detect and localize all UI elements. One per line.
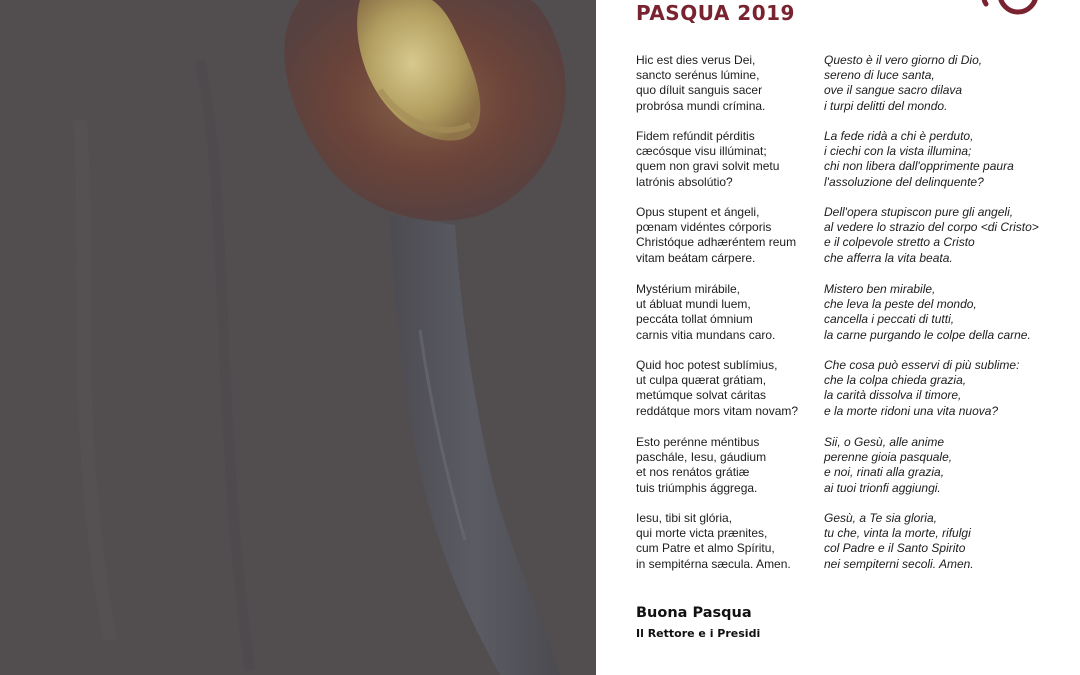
verse-line: paschále, Iesu, gáudium (636, 450, 767, 465)
verse-line: cæcósque visu illúminat; (636, 144, 767, 159)
verse-line: i turpi delitti del mondo. (824, 98, 948, 113)
verse-line: Christóque adhæréntem reum (636, 235, 797, 250)
stanza-1-latin (636, 53, 816, 114)
verse-line: che afferra la vita beata. (824, 250, 953, 265)
stanza-4-latin (636, 282, 816, 343)
verse-line: e la morte ridoni una vita nuova? (824, 403, 999, 418)
verse-line: Questo è il vero giorno di Dio, (824, 53, 983, 67)
verse-line: Sii, o Gesù, alle anime (824, 435, 945, 449)
verse-line: latrónis absolútio? (636, 174, 733, 189)
verse-line: probrósa mundi crímina. (636, 98, 766, 113)
brand-logo-icon (970, 0, 1050, 32)
verse-line: cum Patre et almo Spíritu, (636, 541, 775, 556)
stanza-6-italian (824, 435, 1074, 496)
verse-line: La fede ridà a chi è perduto, (824, 129, 974, 143)
verse-line: ut culpa quærat grátiam, (636, 373, 767, 388)
verse-line: carnis vitia mundans caro. (636, 327, 776, 342)
verse-line: vitam beátam cárpere. (636, 250, 756, 265)
verse-line: tu che, vinta la morte, rifulgi (824, 526, 971, 541)
verse-line: ai tuoi trionfi aggiungi. (824, 480, 941, 495)
stanza-4-italian (824, 282, 1074, 343)
verse-line: Gesù, a Te sia gloria, (824, 511, 937, 525)
verse-line: Iesu, tibi sit glória, (636, 511, 733, 525)
verse-line: qui morte victa prænites, (636, 526, 768, 541)
stanza-5-italian (824, 358, 1074, 419)
page-title: PASQUA 2019 (636, 1, 795, 25)
verse-line: Mystérium mirábile, (636, 282, 741, 296)
stanza-6-latin (636, 435, 816, 496)
stanza-2-latin (636, 129, 816, 190)
stanza-3-italian (824, 205, 1074, 266)
stanza-7-italian (824, 511, 1074, 572)
verse-line: al vedere lo strazio del corpo <di Cristo> (824, 220, 1039, 235)
verse-line: Fidem refúndit pérditis (636, 129, 755, 143)
verse-line: Opus stupent et ángeli, (636, 205, 760, 219)
stanza-5-latin (636, 358, 816, 419)
stanza-1-italian (824, 53, 1074, 114)
verse-line: col Padre e il Santo Spirito (824, 541, 966, 556)
verse-line: che leva la peste del mondo, (824, 297, 977, 312)
verse-line: sereno di luce santa, (824, 68, 935, 83)
stanza-2-italian (824, 129, 1074, 190)
verse-line: i ciechi con la vista illumina; (824, 144, 972, 159)
verse-line: ut ábluat mundi luem, (636, 297, 751, 312)
verse-line: sancto serénus lúmine, (636, 68, 760, 83)
verse-line: Dell'opera stupiscon pure gli angeli, (824, 205, 1014, 219)
closing-signature: Il Rettore e i Presidi (636, 627, 761, 640)
stanza-3-latin (636, 205, 816, 266)
verse-line: peccáta tollat ómnium (636, 312, 753, 327)
verse-line: tuis triúmphis ággrega. (636, 480, 758, 495)
closing-greeting: Buona Pasqua (636, 605, 752, 621)
verse-line: Che cosa può esservi di più sublime: (824, 358, 1020, 372)
verse-line: la carità dissolva il timore, (824, 388, 962, 403)
verse-line: reddátque mors vitam novam? (636, 403, 799, 418)
verse-line: quo díluit sanguis sacer (636, 83, 763, 98)
verse-line: cancella i peccati di tutti, (824, 312, 955, 327)
verse-line: ove il sangue sacro dilava (824, 83, 963, 98)
brand-logo-icon-shape (970, 0, 1050, 32)
verse-line: e noi, rinati alla grazia, (824, 465, 945, 480)
verse-line: Esto perénne méntibus (636, 435, 760, 449)
verse-line: et nos renátos grátiæ (636, 465, 750, 480)
verse-line: nei sempiterni secoli. Amen. (824, 556, 974, 571)
verse-line: chi non libera dall'opprimente paura (824, 159, 1014, 174)
verse-line: quem non gravi solvit metu (636, 159, 780, 174)
verse-line: in sempitérna sæcula. Amen. (636, 556, 791, 571)
verse-line: perenne gioia pasquale, (824, 450, 953, 465)
verse-line: metúmque solvat cáritas (636, 388, 767, 403)
closing-block (636, 603, 760, 643)
verse-line: Hic est dies verus Dei, (636, 53, 756, 67)
verse-line: che la colpa chieda grazia, (824, 373, 967, 388)
verse-line: la carne purgando le colpe della carne. (824, 327, 1031, 342)
verse-line: e il colpevole stretto a Cristo (824, 235, 975, 250)
stanza-7-latin (636, 511, 816, 572)
verse-line: pœnam vidéntes córporis (636, 220, 772, 235)
verse-line: Mistero ben mirabile, (824, 282, 936, 296)
verse-line: l'assoluzione del delinquente? (824, 174, 984, 189)
verse-line: Quid hoc potest sublímius, (636, 358, 778, 372)
